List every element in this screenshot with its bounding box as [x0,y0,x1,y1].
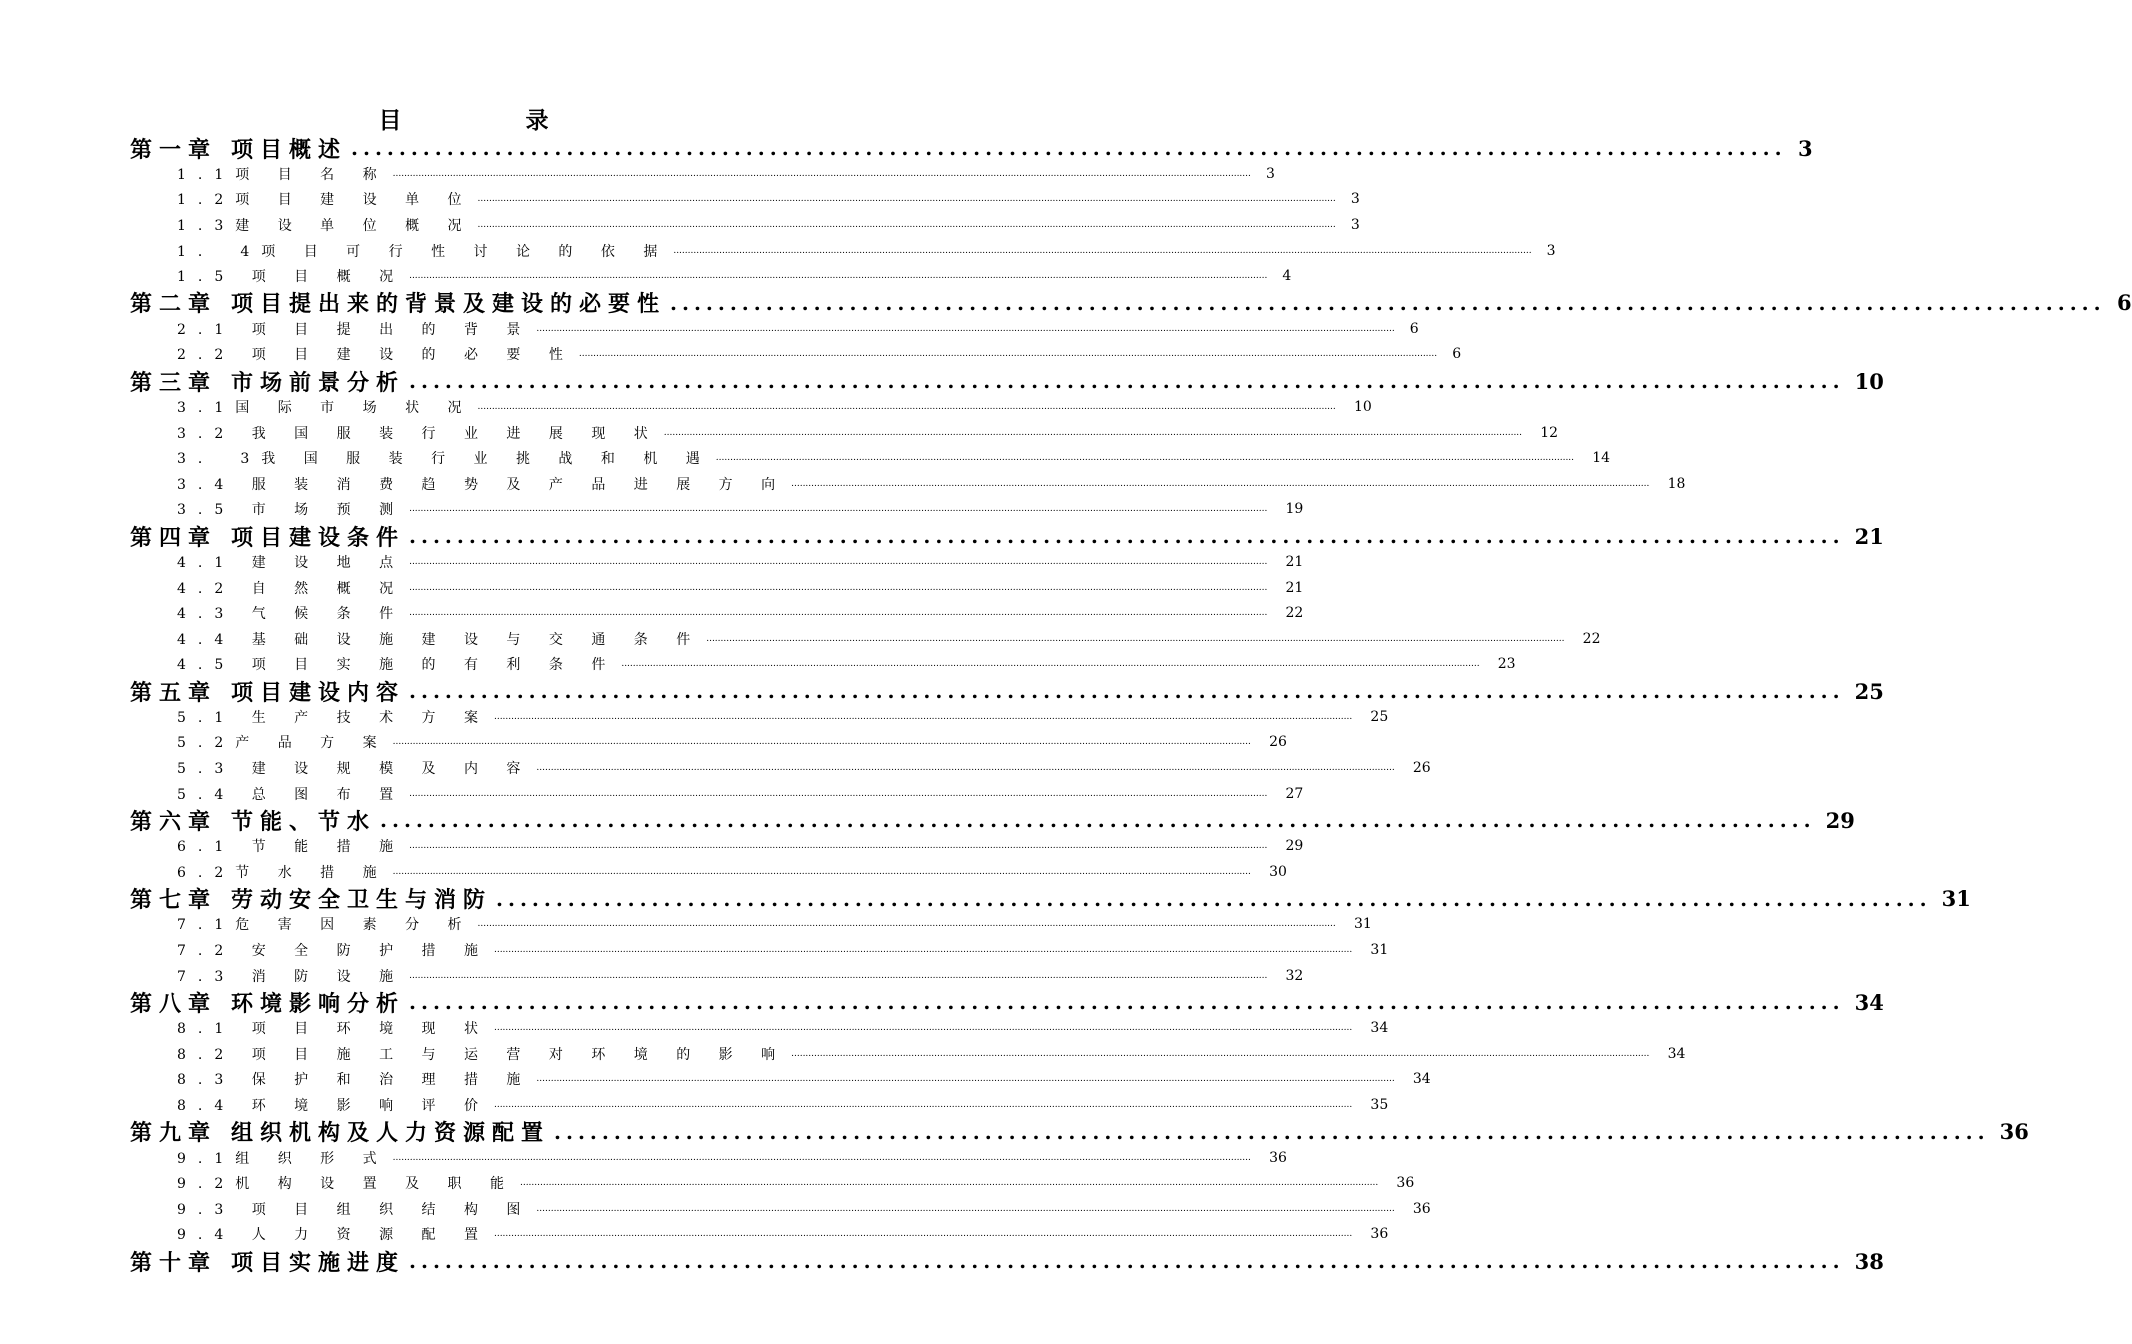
toc-chapter-entry[interactable] [130,886,1971,914]
toc-section-entry[interactable] [130,600,1304,626]
dot-leader: ........................................................................................................................ [351,136,1787,160]
section-page-number: 19 [1285,501,1304,518]
section-title: 4.3 气 候 条 件 [177,606,406,623]
toc-section-entry[interactable] [130,1196,1431,1222]
dot-leader: ............................................................................................................................................................................................................................................................................................................ [392,737,1251,748]
toc-section-entry[interactable] [130,420,1559,446]
section-title: 3． 3我 国 服 装 行 业 挑 战 和 机 遇 [177,451,712,468]
dot-leader: ............................................................................................................................................................................................................................................................................................................ [673,245,1532,256]
section-title: 3.1国 际 市 场 状 况 [177,399,474,416]
section-title: 1.5 项 目 概 况 [177,269,406,286]
toc-section-entry[interactable] [130,1092,1389,1118]
toc-chapter-entry[interactable] [130,135,1813,163]
toc-section-entry[interactable] [130,1145,1287,1171]
dot-leader: ............................................................................................................................................................................................................................................................................................................ [578,349,1438,360]
toc-section-entry[interactable] [130,575,1304,601]
section-page-number: 34 [1370,1020,1389,1037]
section-page-number: 30 [1269,863,1287,880]
toc-title: 目 录 [378,107,607,134]
dot-leader: ........................................................................................................................ [409,1249,1845,1274]
section-title: 3.2 我 国 服 装 行 业 进 展 现 状 [177,425,660,442]
chapter-number: 第四章 [130,524,218,551]
chapter-title: 项目建设内容 [231,679,406,706]
dot-leader: ............................................................................................................................................................................................................................................................................................................ [536,763,1395,774]
section-page-number: 22 [1582,630,1601,647]
toc-section-entry[interactable] [130,755,1431,781]
section-title: 3.4 服 装 消 费 趋 势 及 产 品 进 展 方 向 [177,476,788,493]
section-title: 9.1组 织 形 式 [177,1150,389,1167]
section-title: 1.2项 目 建 设 单 位 [177,192,474,209]
section-page-number: 21 [1285,553,1304,570]
dot-leader: ............................................................................................................................................................................................................................................................................................................ [493,1229,1353,1240]
toc-section-entry[interactable] [130,161,1275,187]
section-page-number: 3 [1546,242,1556,259]
section-page-number: 18 [1667,475,1686,492]
toc-section-entry[interactable] [130,1067,1431,1093]
section-page-number: 31 [1370,942,1389,959]
dot-leader: ........................................................................................................................ [409,524,1845,549]
toc-chapter-entry[interactable] [130,807,1855,835]
section-title: 8.4 环 境 影 响 评 价 [177,1098,490,1115]
dot-leader: ........................................................................................................................ [670,290,2106,315]
section-page-number: 29 [1285,838,1304,855]
chapter-page-number: 29 [1825,807,1855,833]
chapter-number: 第五章 [130,679,218,706]
section-title: 1． 4项 目 可 行 性 讨 论 的 依 据 [177,243,670,260]
section-page-number: 31 [1353,916,1372,933]
section-title: 9.2机 构 设 置 及 职 能 [177,1176,516,1193]
toc-chapter-entry[interactable] [130,678,1884,706]
section-title: 4.1 建 设 地 点 [177,554,406,571]
chapter-title: 项目提出来的背景及建设的必要性 [231,291,667,318]
section-page-number: 3 [1265,165,1275,182]
chapter-title: 节能、节水 [231,808,377,835]
section-page-number: 36 [1396,1175,1415,1192]
dot-leader: ............................................................................................................................................................................................................................................................................................................ [392,866,1251,877]
toc-section-entry[interactable] [130,626,1601,652]
toc-section-entry[interactable] [130,394,1372,420]
toc-chapter-entry[interactable] [130,1248,1884,1276]
dot-leader: ............................................................................................................................................................................................................................................................................................................ [477,919,1336,930]
dot-leader: ............................................................................................................................................................................................................................................................................................................ [477,401,1336,412]
section-page-number: 36 [1269,1149,1287,1166]
section-page-number: 14 [1592,450,1611,467]
dot-leader: ............................................................................................................................................................................................................................................................................................................ [715,453,1575,464]
dot-leader: ............................................................................................................................................................................................................................................................................................................ [409,788,1268,799]
dot-leader: ............................................................................................................................................................................................................................................................................................................ [493,711,1353,722]
chapter-page-number: 21 [1854,523,1884,549]
toc-section-entry[interactable] [130,937,1389,963]
section-page-number: 34 [1412,1071,1431,1088]
section-page-number: 26 [1412,760,1431,777]
dot-leader: ............................................................................................................................................................................................................................................................................................................ [536,323,1395,334]
section-page-number: 10 [1353,398,1372,415]
section-title: 3.5 市 场 预 测 [177,502,406,519]
section-page-number: 25 [1370,708,1389,725]
toc-section-entry[interactable] [130,912,1372,938]
dot-leader: ............................................................................................................................................................................................................................................................................................................ [409,608,1268,619]
chapter-page-number: 36 [1999,1119,2029,1145]
dot-leader: ............................................................................................................................................................................................................................................................................................................ [621,659,1480,670]
toc-chapter-entry[interactable] [130,1119,2029,1147]
toc-section-entry[interactable] [130,497,1304,523]
chapter-page-number: 31 [1941,886,1971,912]
toc-section-entry[interactable] [130,833,1304,859]
dot-leader: ............................................................................................................................................................................................................................................................................................................ [493,1100,1353,1111]
dot-leader: ............................................................................................................................................................................................................................................................................................................ [409,841,1268,852]
toc-section-entry[interactable] [130,238,1556,264]
toc-section-entry[interactable] [130,187,1360,213]
section-title: 6.1 节 能 措 施 [177,839,406,856]
dot-leader: ........................................................................................................................ [380,808,1816,833]
section-page-number: 34 [1667,1045,1686,1062]
section-title: 9.3 项 目 组 织 结 构 图 [177,1201,533,1218]
dot-leader: ........................................................................................................................ [554,1119,1990,1144]
section-title: 8.3 保 护 和 治 理 措 施 [177,1072,533,1089]
section-title: 5.2产 品 方 案 [177,735,389,752]
chapter-number: 第三章 [130,369,218,396]
section-page-number: 3 [1350,191,1360,208]
chapter-title: 市场前景分析 [231,369,406,396]
toc-section-entry[interactable] [130,963,1304,989]
section-title: 5.3 建 设 规 模 及 内 容 [177,761,533,778]
section-page-number: 32 [1285,967,1304,984]
dot-leader: ............................................................................................................................................................................................................................................................................................................ [536,1074,1395,1085]
toc-section-entry[interactable] [130,652,1516,678]
chapter-number: 第九章 [130,1120,218,1147]
section-page-number: 22 [1285,605,1304,622]
chapter-page-number: 34 [1854,989,1884,1015]
chapter-number: 第十章 [130,1249,218,1276]
table-of-contents [130,134,2132,1276]
section-title: 4.2 自 然 概 况 [177,580,406,597]
toc-section-entry[interactable] [130,859,1287,885]
section-page-number: 35 [1370,1097,1389,1114]
section-title: 2.1 项 目 提 出 的 背 景 [177,321,533,338]
chapter-title: 组织机构及人力资源配置 [231,1120,551,1147]
toc-section-entry[interactable] [130,730,1287,756]
chapter-page-number: 3 [1797,135,1813,161]
dot-leader: ........................................................................................................................ [409,369,1845,394]
section-page-number: 36 [1412,1200,1431,1217]
toc-section-entry[interactable] [130,342,1462,368]
section-page-number: 6 [1409,320,1419,337]
section-page-number: 36 [1370,1226,1389,1243]
dot-leader: ............................................................................................................................................................................................................................................................................................................ [392,168,1251,179]
chapter-number: 第七章 [130,887,218,914]
toc-section-entry[interactable] [130,549,1304,575]
dot-leader: ............................................................................................................................................................................................................................................................................................................ [409,271,1268,282]
chapter-page-number: 6 [2116,290,2132,316]
dot-leader: ............................................................................................................................................................................................................................................................................................................ [536,1203,1395,1214]
toc-section-entry[interactable] [130,212,1360,238]
toc-section-entry[interactable] [130,316,1419,342]
toc-section-entry[interactable] [130,445,1611,471]
section-title: 9.4 人 力 资 源 配 置 [177,1227,490,1244]
chapter-number: 第八章 [130,990,218,1017]
chapter-number: 第二章 [130,291,218,318]
dot-leader: ............................................................................................................................................................................................................................................................................................................ [409,970,1268,981]
section-title: 5.4 总 图 布 置 [177,786,406,803]
dot-leader: ............................................................................................................................................................................................................................................................................................................ [791,478,1650,489]
section-page-number: 3 [1350,216,1360,233]
chapter-number: 第一章 [130,136,218,163]
dot-leader: ............................................................................................................................................................................................................................................................................................................ [409,582,1268,593]
section-title: 7.3 消 防 设 施 [177,968,406,985]
section-page-number: 26 [1269,734,1287,751]
dot-leader: ............................................................................................................................................................................................................................................................................................................ [477,194,1336,205]
toc-chapter-entry[interactable] [130,290,2132,318]
chapter-title: 项目建设条件 [231,524,406,551]
dot-leader: ............................................................................................................................................................................................................................................................................................................ [409,504,1268,515]
toc-section-entry[interactable] [130,704,1389,730]
toc-section-entry[interactable] [130,781,1304,807]
toc-section-entry[interactable] [130,1015,1389,1041]
section-page-number: 4 [1282,268,1292,285]
chapter-number: 第六章 [130,808,218,835]
dot-leader: ............................................................................................................................................................................................................................................................................................................ [706,633,1565,644]
dot-leader: ............................................................................................................................................................................................................................................................................................................ [791,1048,1650,1059]
section-title: 7.1危 害 因 素 分 析 [177,917,474,934]
section-page-number: 21 [1285,579,1304,596]
section-title: 1.3建 设 单 位 概 况 [177,217,474,234]
toc-section-entry[interactable] [130,1170,1415,1196]
toc-section-entry[interactable] [130,1041,1686,1067]
dot-leader: ........................................................................................................................ [409,679,1845,704]
section-title: 8.2 项 目 施 工 与 运 营 对 环 境 的 影 响 [177,1046,788,1063]
dot-leader: ............................................................................................................................................................................................................................................................................................................ [392,1152,1251,1163]
toc-chapter-entry[interactable] [130,368,1884,396]
chapter-page-number: 10 [1854,368,1884,394]
chapter-title: 项目实施进度 [231,1249,406,1276]
dot-leader: ............................................................................................................................................................................................................................................................................................................ [493,945,1353,956]
toc-chapter-entry[interactable] [130,989,1884,1017]
dot-leader: ........................................................................................................................ [496,886,1932,911]
section-title: 6.2节 水 措 施 [177,864,389,881]
dot-leader: ............................................................................................................................................................................................................................................................................................................ [663,427,1523,438]
section-page-number: 12 [1540,424,1559,441]
section-page-number: 6 [1452,346,1462,363]
toc-section-entry[interactable] [130,471,1686,497]
chapter-title: 项目概述 [231,136,348,163]
toc-section-entry[interactable] [130,263,1292,289]
dot-leader: ............................................................................................................................................................................................................................................................................................................ [519,1178,1379,1189]
dot-leader: ............................................................................................................................................................................................................................................................................................................ [493,1023,1353,1034]
section-title: 7.2 安 全 防 护 措 施 [177,943,490,960]
chapter-title: 环境影响分析 [231,990,406,1017]
section-title: 2.2 项 目 建 设 的 必 要 性 [177,347,575,364]
dot-leader: ........................................................................................................................ [409,990,1845,1015]
dot-leader: ............................................................................................................................................................................................................................................................................................................ [477,219,1336,230]
section-title: 8.1 项 目 环 境 现 状 [177,1021,490,1038]
chapter-page-number: 25 [1854,678,1884,704]
section-page-number: 23 [1497,656,1516,673]
toc-section-entry[interactable] [130,1222,1389,1248]
section-title: 4.5 项 目 实 施 的 有 利 条 件 [177,657,618,674]
section-title: 5.1 生 产 技 术 方 案 [177,709,490,726]
chapter-page-number: 38 [1854,1248,1884,1274]
chapter-title: 劳动安全卫生与消防 [231,887,493,914]
section-title: 4.4 基 础 设 施 建 设 与 交 通 条 件 [177,631,703,648]
section-page-number: 27 [1285,785,1304,802]
section-title: 1.1项 目 名 称 [177,166,389,183]
toc-chapter-entry[interactable] [130,523,1884,551]
dot-leader: ............................................................................................................................................................................................................................................................................................................ [409,556,1268,567]
